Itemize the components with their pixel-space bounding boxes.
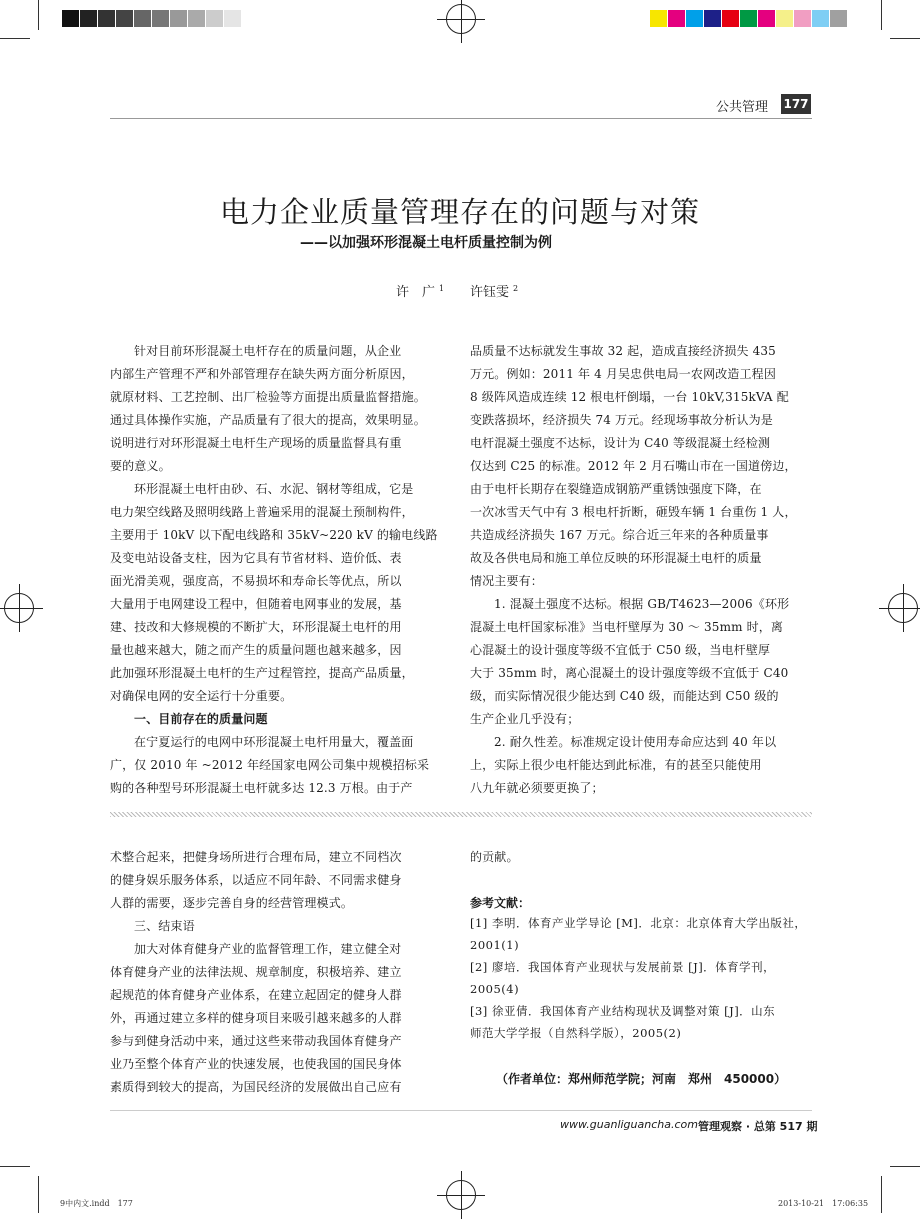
body-line: 的贡献。: [470, 850, 519, 864]
color-swatch-8: [776, 10, 793, 27]
body-line: 购的各种型号环形混凝土电杆就多达 12.3 万根。由于产: [110, 781, 413, 795]
body-line: 广，仅 2010 年 ~2012 年经国家电网公司集中规模招标采: [110, 758, 430, 772]
slug-file: 9中内文.indd 177: [60, 1199, 133, 1208]
article-separator: [110, 812, 812, 817]
body-line: 主要用于 10kV 以下配电线路和 35kV~220 kV 的输电线路: [110, 528, 438, 542]
body-line: 说明进行对环形混凝土电杆生产现场的质量监督具有重: [110, 436, 402, 450]
author-unit: （作者单位：郑州师范学院；河南 郑州 450000）: [496, 1072, 787, 1086]
reference-line: [3] 徐亚倩．我国体育产业结构现状及调整对策 [J]．山东: [470, 1004, 776, 1018]
color-swatch-4: [704, 10, 721, 27]
author-1-name: 许 广: [396, 285, 436, 300]
reference-line: [2] 廖培．我国体育产业现状与发展前景 [J]．体育学刊，: [470, 960, 776, 974]
footer-website: www.guanliguancha.com: [560, 1118, 698, 1131]
body-line: 面光滑美观，强度高，不易损坏和寿命长等优点，所以: [110, 574, 402, 588]
body-line: 起规范的体育健身产业体系，在建立起固定的健身人群: [110, 988, 402, 1002]
gray-swatch-9: [206, 10, 223, 27]
author-1: [396, 281, 444, 300]
author-2-affil: 2: [513, 283, 519, 293]
body-line: 体育健身产业的法律法规、规章制度，积极培养、建立: [110, 965, 402, 979]
body-line: 级，而实际情况很少能达到 C40 级，而能达到 C50 级的: [470, 689, 779, 703]
body-line: 此加强环形混凝土电杆的生产过程管控，提高产品质量，: [110, 666, 414, 680]
author-2: [470, 281, 518, 300]
body-line: 上，实际上很少电杆能达到此标准，有的甚至只能使用: [470, 758, 762, 772]
gray-swatch-10: [224, 10, 241, 27]
color-swatch-5: [722, 10, 739, 27]
body-line: 量也越来越大，随之而产生的质量问题也越来越多，因: [110, 643, 402, 657]
body-line: 大量用于电网建设工程中，但随着电网事业的发展，基: [110, 597, 402, 611]
body-line: 八九年就必须要更换了；: [470, 781, 604, 795]
body-line: 1. 混凝土强度不达标。根据 GB/T4623—2006《环形: [494, 597, 790, 611]
color-swatch-3: [686, 10, 703, 27]
body-line: 业乃至整个体育产业的快速发展，也使我国的国民身体: [110, 1057, 402, 1071]
header-rule: [110, 118, 812, 119]
body-line: 就原材料、工艺控制、出厂检验等方面提出质量监督措施。: [110, 390, 426, 404]
bottom-right-column: [470, 846, 815, 869]
gray-swatch-5: [134, 10, 151, 27]
registration-mark-right: [888, 593, 918, 623]
slug-timestamp: 2013-10-21 17:06:35: [778, 1199, 869, 1208]
color-swatch-2: [668, 10, 685, 27]
body-line: 针对目前环形混凝土电杆存在的质量问题，从企业: [134, 344, 402, 358]
gray-swatch-8: [188, 10, 205, 27]
body-line: 大于 35mm 时，离心混凝土的设计强度等级不宜低于 C40: [470, 666, 789, 680]
body-line: 加大对体育健身产业的监督管理工作，建立健全对: [134, 942, 402, 956]
registration-mark-top: [446, 4, 476, 34]
section-heading: 一、目前存在的质量问题: [134, 712, 268, 726]
body-line: 对确保电网的安全运行十分重要。: [110, 689, 293, 703]
gray-swatch-3: [98, 10, 115, 27]
reference-line: [1] 李明．体育产业学导论 [M]．北京：北京体育大学出版社，: [470, 916, 807, 930]
gray-swatch-2: [80, 10, 97, 27]
body-line: 通过具体操作实施，产品质量有了很大的提高，效果明显。: [110, 413, 426, 427]
color-swatch-10: [812, 10, 829, 27]
reference-line: 师范大学学报（自然科学版），2005(2): [470, 1026, 682, 1040]
body-line: 情况主要有：: [470, 574, 543, 588]
body-line: 变跌落损坏，经济损失 74 万元。经现场事故分析认为是: [470, 413, 773, 427]
body-line: 参与到健身活动中来，通过这些来带动我国体育健身产: [110, 1034, 402, 1048]
body-line: 人群的需要，逐步完善自身的经营管理模式。: [110, 896, 354, 910]
references-title: 参考文献：: [470, 896, 531, 910]
body-line: 及变电站设备支柱，因为它具有节省材料、造价低、表: [110, 551, 402, 565]
body-line: 电杆混凝土强度不达标，设计为 C40 等级混凝土经检测: [470, 436, 771, 450]
body-line: 8 级阵风造成连续 12 根电杆倒塌，一台 10kV,315kVA 配: [470, 390, 789, 404]
body-line: 2. 耐久性差。标准规定设计使用寿命应达到 40 年以: [494, 735, 777, 749]
header-section: 公共管理: [716, 100, 769, 115]
gray-swatch-4: [116, 10, 133, 27]
body-line: 外，再通过建立多样的健身项目来吸引越来越多的人群: [110, 1011, 402, 1025]
body-line: 的健身娱乐服务体系，以适应不同年龄、不同需求健身: [110, 873, 402, 887]
body-line: 建、技改和大修规模的不断扩大，环形混凝土电杆的用: [110, 620, 402, 634]
body-line: 一次冰雪天气中有 3 根电杆折断，砸毁车辆 1 台重伤 1 人，: [470, 505, 797, 519]
color-swatch-11: [830, 10, 847, 27]
references-list: [470, 912, 815, 1044]
color-swatch-6: [740, 10, 757, 27]
body-line: 生产企业几乎没有；: [470, 712, 580, 726]
body-line: 电力架空线路及照明线路上普遍采用的混凝土预制构件，: [110, 505, 414, 519]
article-title: 电力企业质量管理存在的问题与对策: [219, 195, 700, 229]
section-heading: 三、结束语: [134, 919, 195, 933]
body-line: 由于电杆长期存在裂缝造成钢筋严重锈蚀强度下降，在: [470, 482, 762, 496]
body-line: 在宁夏运行的电网中环形混凝土电杆用量大，覆盖面: [134, 735, 414, 749]
body-line: 共造成经济损失 167 万元。综合近三年来的各种质量事: [470, 528, 769, 542]
reference-line: 2005(4): [470, 982, 520, 996]
body-line: 素质得到较大的提高，为国民经济的发展做出自己应有: [110, 1080, 402, 1094]
page-number-badge: 177: [781, 94, 811, 114]
body-line: 万元。例如：2011 年 4 月吴忠供电局一农网改造工程因: [470, 367, 776, 381]
footer-journal: 管理观察 · 总第 517 期: [698, 1120, 818, 1133]
body-line: 心混凝土的设计强度等级不宜低于 C50 级，当电杆壁厚: [470, 643, 771, 657]
footer-rule: [110, 1110, 812, 1111]
top-left-column: [110, 340, 450, 800]
color-swatch-9: [794, 10, 811, 27]
body-line: 要的意义。: [110, 459, 171, 473]
color-swatch-1: [650, 10, 667, 27]
gray-swatch-6: [152, 10, 169, 27]
body-line: 品质量不达标就发生事故 32 起，造成直接经济损失 435: [470, 344, 776, 358]
gray-swatch-1: [62, 10, 79, 27]
article-subtitle: ——以加强环形混凝土电杆质量控制为例: [300, 235, 552, 251]
body-line: 环形混凝土电杆由砂、石、水泥、钢材等组成，它是: [134, 482, 414, 496]
body-line: 故及各供电局和施工单位反映的环形混凝土电杆的质量: [470, 551, 762, 565]
top-right-column: [470, 340, 815, 800]
body-line: 仅达到 C25 的标准。2012 年 2 月石嘴山市在一国道傍边，: [470, 459, 797, 473]
author-1-affil: 1: [439, 283, 445, 293]
body-line: 内部生产管理不严和外部管理存在缺失两方面分析原因，: [110, 367, 414, 381]
body-line: 混凝土电杆国家标准》当电杆壁厚为 30 ～ 35mm 时，离: [470, 620, 784, 634]
registration-mark-bottom: [446, 1180, 476, 1210]
reference-line: 2001(1): [470, 938, 520, 952]
color-swatch-7: [758, 10, 775, 27]
gray-swatch-7: [170, 10, 187, 27]
registration-mark-left: [4, 593, 34, 623]
bottom-left-column: [110, 846, 455, 1099]
body-line: 术整合起来，把健身场所进行合理布局，建立不同档次: [110, 850, 402, 864]
author-2-name: 许钰雯: [470, 285, 510, 300]
